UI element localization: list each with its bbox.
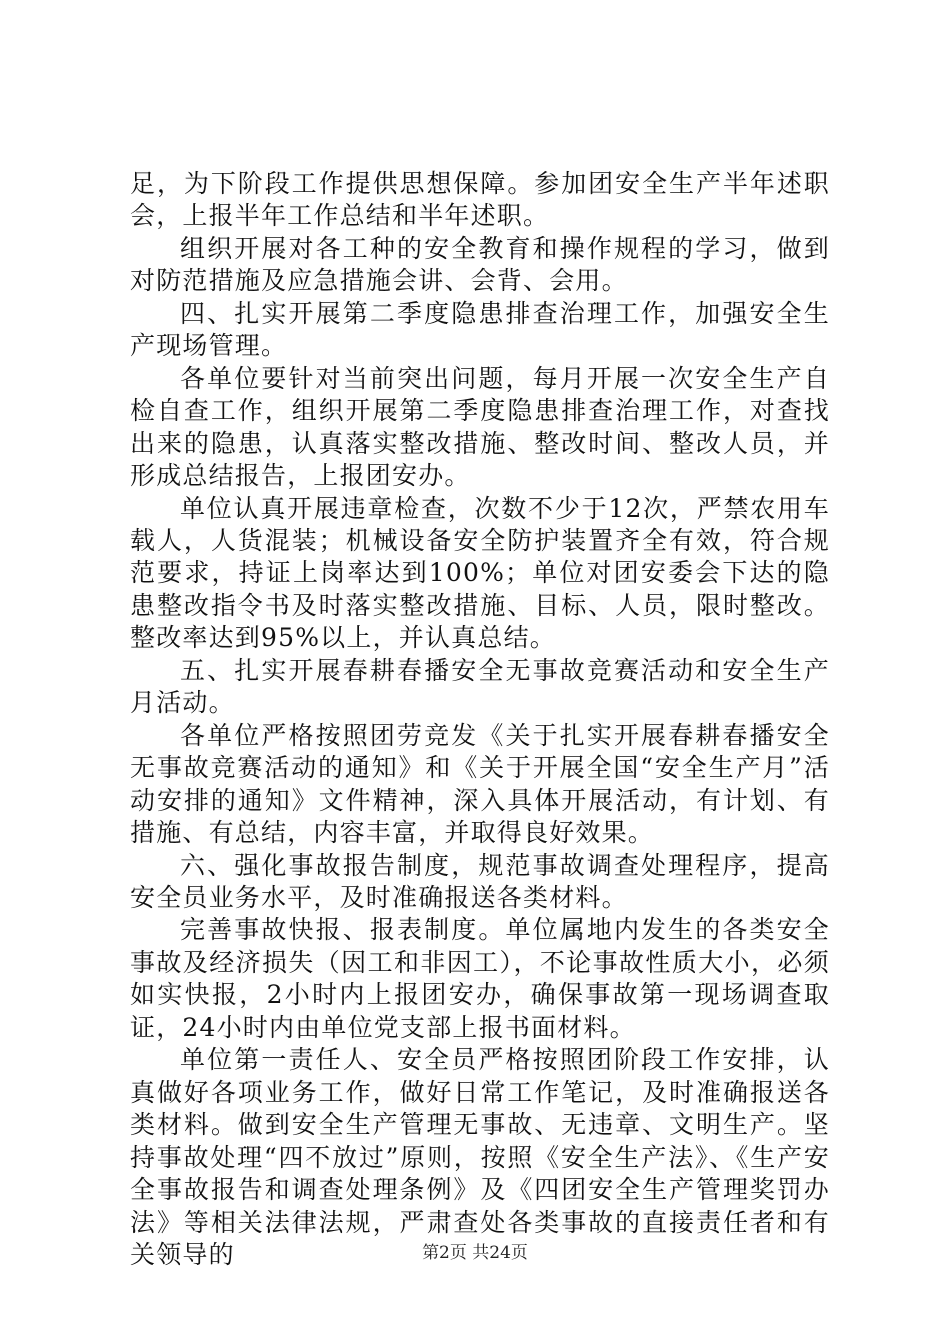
paragraph: 完善事故快报、报表制度。单位属地内发生的各类安全事故及经济损失（因工和非因工），不论事故性质大小，必须如实快报，2小时内上报团安办，确保事故第一现场调查取证，24小时内由单位党支部上报书面材料。: [130, 915, 830, 1042]
page-footer: [0, 1241, 950, 1265]
section-heading-4: 四、扎实开展第二季度隐患排查治理工作，加强安全生产现场管理。: [130, 298, 830, 361]
page-number: 第2页: [422, 1243, 467, 1263]
paragraph: 单位第一责任人、安全员严格按照团阶段工作安排，认真做好各项业务工作，做好日常工作笔记，及时准确报送各类材料。做到安全生产管理无事故、无违章、文明生产。坚持事故处理“四不放过”原则，按照《安全生产法》、《生产安全事故报告和调查处理条例》及《四团安全生产管理奖罚办法》等相关法律法规，严肃查处各类事故的直接责任者和有关领导的: [130, 1045, 830, 1269]
section-heading-6: 六、强化事故报告制度，规范事故调查处理程序，提高安全员业务水平，及时准确报送各类材料。: [130, 850, 830, 912]
paragraph: 各单位严格按照团劳竞发《关于扎实开展春耕春播安全无事故竞赛活动的通知》和《关于开展全国“安全生产月”活动安排的通知》文件精神，深入具体开展活动，有计划、有措施、有总结，内容丰富，并取得良好效果。: [130, 720, 830, 848]
section-heading-5: 五、扎实开展春耕春播安全无事故竞赛活动和安全生产月活动。: [130, 655, 830, 718]
paragraph: 单位认真开展违章检查，次数不少于12次，严禁农用车载人，人货混装；机械设备安全防护装置齐全有效，符合规范要求，持证上岗率达到100%；单位对团安委会下达的隐患整改指令书及时落实整改措施、目标、人员，限时整改。整改率达到95%以上，并认真总结。: [130, 493, 830, 653]
document-body: [130, 168, 830, 1271]
paragraph: 组织开展对各工种的安全教育和操作规程的学习，做到对防范措施及应急措施会讲、会背、会用。: [130, 233, 830, 296]
paragraph-continued: 足，为下阶段工作提供思想保障。参加团安全生产半年述职会，上报半年工作总结和半年述职。: [130, 169, 830, 231]
paragraph: 各单位要针对当前突出问题，每月开展一次安全生产自检自查工作，组织开展第二季度隐患排查治理工作，对查找出来的隐患，认真落实整改措施、整改时间、整改人员，并形成总结报告，上报团安办。: [130, 363, 830, 491]
page-total: 共24页: [472, 1243, 528, 1263]
